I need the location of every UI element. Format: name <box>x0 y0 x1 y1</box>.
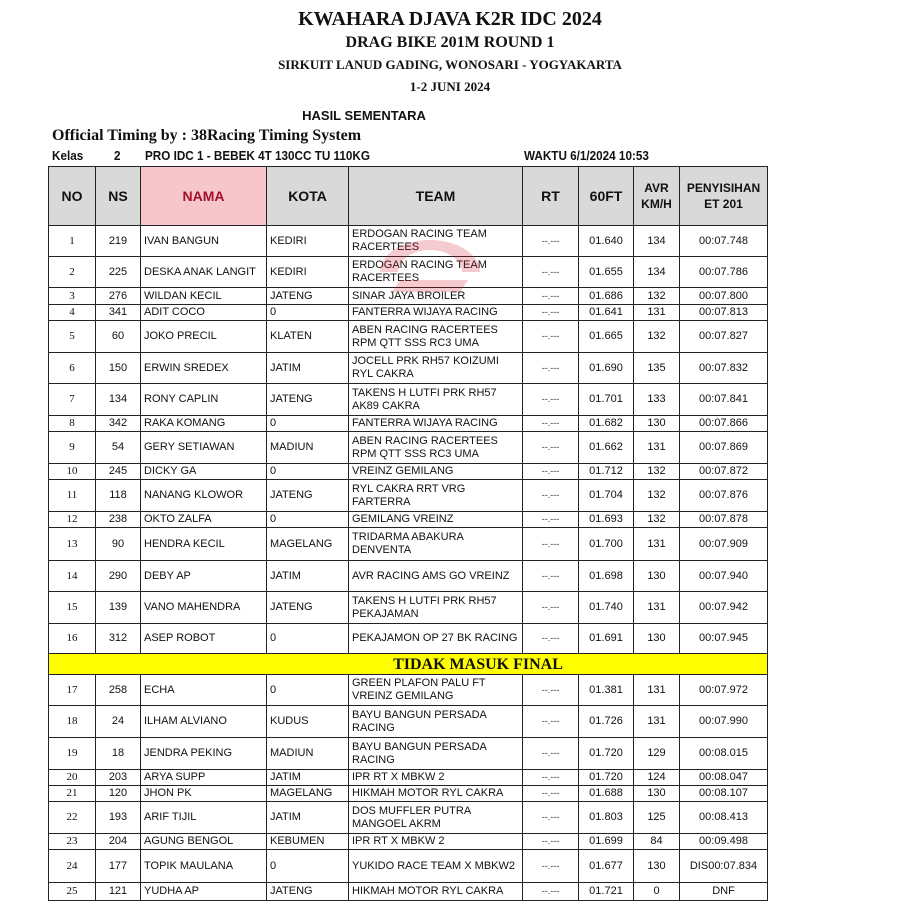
timestamp: WAKTU 6/1/2024 10:53 <box>524 148 649 163</box>
cell-et: 00:08.107 <box>680 786 768 802</box>
cell-60ft: 01.700 <box>579 528 634 561</box>
cell-et: DNF <box>680 883 768 901</box>
cell-avr: 132 <box>634 321 680 353</box>
cell-team: BAYU BANGUN PERSADA RACING <box>349 738 523 770</box>
cell-kota: JATENG <box>267 288 349 305</box>
cell-nama: WILDAN KECIL <box>141 288 267 305</box>
cell-rt: --.--- <box>523 850 579 883</box>
table-row <box>49 353 768 384</box>
cell-no: 7 <box>49 384 96 416</box>
cell-60ft: 01.704 <box>579 480 634 512</box>
cell-kota: JATENG <box>267 592 349 624</box>
cell-avr: 124 <box>634 770 680 786</box>
cell-team: TAKENS H LUTFI PRK RH57 PEKAJAMAN <box>349 592 523 624</box>
non-final-band-cell <box>49 654 768 675</box>
cell-kota: JATIM <box>267 353 349 384</box>
table-row <box>49 592 768 624</box>
cell-ns: 258 <box>96 675 141 706</box>
table-row <box>49 257 768 288</box>
cell-rt: --.--- <box>523 288 579 305</box>
cell-avr: 131 <box>634 592 680 624</box>
cell-et: 00:07.940 <box>680 561 768 592</box>
cell-kota: 0 <box>267 675 349 706</box>
cell-team: GREEN PLAFON PALU FT VREINZ GEMILANG <box>349 675 523 706</box>
cell-kota: KLATEN <box>267 321 349 353</box>
cell-et: 00:07.786 <box>680 257 768 288</box>
cell-avr: 135 <box>634 353 680 384</box>
cell-avr: 125 <box>634 802 680 834</box>
cell-kota: MAGELANG <box>267 528 349 561</box>
cell-60ft: 01.641 <box>579 305 634 321</box>
cell-no: 9 <box>49 432 96 464</box>
cell-avr: 132 <box>634 512 680 528</box>
cell-ns: 193 <box>96 802 141 834</box>
cell-ns: 276 <box>96 288 141 305</box>
table-row <box>49 226 768 257</box>
cell-kota: JATIM <box>267 802 349 834</box>
cell-no: 3 <box>49 288 96 305</box>
cell-kota: KUDUS <box>267 706 349 738</box>
cell-avr: 131 <box>634 528 680 561</box>
cell-rt: --.--- <box>523 257 579 288</box>
cell-avr: 130 <box>634 850 680 883</box>
cell-nama: ADIT COCO <box>141 305 267 321</box>
cell-no: 6 <box>49 353 96 384</box>
cell-team: FANTERRA WIJAYA RACING <box>349 416 523 432</box>
cell-avr: 130 <box>634 416 680 432</box>
table-row <box>49 738 768 770</box>
cell-no: 12 <box>49 512 96 528</box>
cell-60ft: 01.682 <box>579 416 634 432</box>
table-row <box>49 770 768 786</box>
cell-no: 20 <box>49 770 96 786</box>
cell-rt: --.--- <box>523 561 579 592</box>
cell-nama: DICKY GA <box>141 464 267 480</box>
cell-nama: ARYA SUPP <box>141 770 267 786</box>
cell-60ft: 01.720 <box>579 738 634 770</box>
cell-no: 8 <box>49 416 96 432</box>
cell-team: IPR RT X MBKW 2 <box>349 770 523 786</box>
cell-no: 16 <box>49 624 96 654</box>
cell-nama: TOPIK MAULANA <box>141 850 267 883</box>
cell-60ft: 01.690 <box>579 353 634 384</box>
cell-avr: 131 <box>634 305 680 321</box>
table-row <box>49 624 768 654</box>
cell-nama: ASEP ROBOT <box>141 624 267 654</box>
cell-kota: 0 <box>267 850 349 883</box>
cell-et: 00:07.990 <box>680 706 768 738</box>
cell-60ft: 01.662 <box>579 432 634 464</box>
table-row <box>49 288 768 305</box>
cell-60ft: 01.726 <box>579 706 634 738</box>
cell-team: PEKAJAMON OP 27 BK RACING <box>349 624 523 654</box>
cell-team: RYL CAKRA RRT VRG FARTERRA <box>349 480 523 512</box>
cell-rt: --.--- <box>523 480 579 512</box>
cell-et: 00:07.942 <box>680 592 768 624</box>
cell-no: 5 <box>49 321 96 353</box>
cell-et: 00:07.872 <box>680 464 768 480</box>
cell-kota: KEDIRI <box>267 226 349 257</box>
cell-rt: --.--- <box>523 512 579 528</box>
table-row <box>49 802 768 834</box>
result-status: HASIL SEMENTARA <box>302 108 426 123</box>
col-header-kota: KOTA <box>267 167 349 226</box>
cell-rt: --.--- <box>523 834 579 850</box>
cell-team: IPR RT X MBKW 2 <box>349 834 523 850</box>
table-row <box>49 675 768 706</box>
cell-team: HIKMAH MOTOR RYL CAKRA <box>349 883 523 901</box>
table-row <box>49 512 768 528</box>
cell-no: 23 <box>49 834 96 850</box>
cell-avr: 0 <box>634 883 680 901</box>
cell-rt: --.--- <box>523 226 579 257</box>
cell-kota: KEBUMEN <box>267 834 349 850</box>
cell-team: ABEN RACING RACERTEES RPM QTT SSS RC3 UMA <box>349 321 523 353</box>
cell-nama: ERWIN SREDEX <box>141 353 267 384</box>
cell-rt: --.--- <box>523 706 579 738</box>
cell-60ft: 01.701 <box>579 384 634 416</box>
cell-nama: OKTO ZALFA <box>141 512 267 528</box>
cell-ns: 312 <box>96 624 141 654</box>
cell-avr: 130 <box>634 786 680 802</box>
cell-ns: 18 <box>96 738 141 770</box>
event-subtitle: DRAG BIKE 201M ROUND 1 <box>345 34 555 51</box>
cell-kota: KEDIRI <box>267 257 349 288</box>
cell-no: 17 <box>49 675 96 706</box>
col-header-rt: RT <box>523 167 579 226</box>
cell-avr: 84 <box>634 834 680 850</box>
cell-nama: AGUNG BENGOL <box>141 834 267 850</box>
cell-rt: --.--- <box>523 464 579 480</box>
cell-no: 15 <box>49 592 96 624</box>
cell-no: 1 <box>49 226 96 257</box>
cell-ns: 134 <box>96 384 141 416</box>
cell-ns: 238 <box>96 512 141 528</box>
results-table <box>48 166 768 901</box>
cell-team: ABEN RACING RACERTEES RPM QTT SSS RC3 UMA <box>349 432 523 464</box>
cell-nama: DESKA ANAK LANGIT <box>141 257 267 288</box>
cell-nama: ECHA <box>141 675 267 706</box>
table-row <box>49 706 768 738</box>
cell-et: 00:07.866 <box>680 416 768 432</box>
cell-nama: RAKA KOMANG <box>141 416 267 432</box>
table-row <box>49 432 768 464</box>
table-row <box>49 305 768 321</box>
table-row <box>49 464 768 480</box>
cell-nama: ARIF TIJIL <box>141 802 267 834</box>
cell-rt: --.--- <box>523 786 579 802</box>
cell-60ft: 01.720 <box>579 770 634 786</box>
cell-avr: 129 <box>634 738 680 770</box>
cell-et: 00:07.841 <box>680 384 768 416</box>
cell-ns: 290 <box>96 561 141 592</box>
col-header-penyisihan <box>680 167 768 226</box>
cell-60ft: 01.698 <box>579 561 634 592</box>
cell-rt: --.--- <box>523 305 579 321</box>
cell-ns: 139 <box>96 592 141 624</box>
cell-et: 00:07.945 <box>680 624 768 654</box>
cell-nama: VANO MAHENDRA <box>141 592 267 624</box>
cell-avr: 132 <box>634 288 680 305</box>
cell-et: 00:07.800 <box>680 288 768 305</box>
cell-avr: 132 <box>634 464 680 480</box>
cell-avr: 133 <box>634 384 680 416</box>
cell-60ft: 01.712 <box>579 464 634 480</box>
cell-team: VREINZ GEMILANG <box>349 464 523 480</box>
cell-kota: MADIUN <box>267 738 349 770</box>
cell-nama: JOKO PRECIL <box>141 321 267 353</box>
cell-et: 00:07.869 <box>680 432 768 464</box>
cell-kota: JATENG <box>267 883 349 901</box>
cell-nama: GERY SETIAWAN <box>141 432 267 464</box>
cell-avr: 131 <box>634 675 680 706</box>
non-final-band <box>49 654 768 675</box>
cell-ns: 177 <box>96 850 141 883</box>
cell-60ft: 01.381 <box>579 675 634 706</box>
cell-team: HIKMAH MOTOR RYL CAKRA <box>349 786 523 802</box>
cell-kota: 0 <box>267 624 349 654</box>
cell-rt: --.--- <box>523 321 579 353</box>
cell-team: SINAR JAYA BROILER <box>349 288 523 305</box>
cell-rt: --.--- <box>523 802 579 834</box>
cell-team: BAYU BANGUN PERSADA RACING <box>349 706 523 738</box>
col-header-pen-line2: ET 201 <box>704 197 743 211</box>
table-row <box>49 528 768 561</box>
table-row <box>49 384 768 416</box>
cell-et: 00:07.972 <box>680 675 768 706</box>
cell-no: 10 <box>49 464 96 480</box>
cell-rt: --.--- <box>523 883 579 901</box>
cell-ns: 150 <box>96 353 141 384</box>
finalists-body <box>49 226 768 654</box>
cell-rt: --.--- <box>523 624 579 654</box>
cell-no: 11 <box>49 480 96 512</box>
cell-kota: JATIM <box>267 561 349 592</box>
cell-60ft: 01.677 <box>579 850 634 883</box>
cell-rt: --.--- <box>523 528 579 561</box>
cell-nama: YUDHA AP <box>141 883 267 901</box>
band-body <box>49 654 768 675</box>
cell-et: 00:08.047 <box>680 770 768 786</box>
col-header-no: NO <box>49 167 96 226</box>
table-row <box>49 480 768 512</box>
cell-kota: JATENG <box>267 480 349 512</box>
cell-60ft: 01.740 <box>579 592 634 624</box>
cell-team: AVR RACING AMS GO VREINZ <box>349 561 523 592</box>
col-header-60ft: 60FT <box>579 167 634 226</box>
cell-kota: 0 <box>267 305 349 321</box>
table-row <box>49 883 768 901</box>
cell-nama: RONY CAPLIN <box>141 384 267 416</box>
cell-et: 00:07.748 <box>680 226 768 257</box>
cell-nama: HENDRA KECIL <box>141 528 267 561</box>
cell-60ft: 01.721 <box>579 883 634 901</box>
cell-ns: 121 <box>96 883 141 901</box>
cell-nama: IVAN BANGUN <box>141 226 267 257</box>
cell-no: 4 <box>49 305 96 321</box>
event-title: KWAHARA DJAVA K2R IDC 2024 <box>298 8 602 30</box>
cell-et: 00:08.015 <box>680 738 768 770</box>
cell-nama: JHON PK <box>141 786 267 802</box>
cell-team: ERDOGAN RACING TEAM RACERTEES <box>349 226 523 257</box>
cell-ns: 203 <box>96 770 141 786</box>
table-row <box>49 850 768 883</box>
cell-no: 18 <box>49 706 96 738</box>
cell-60ft: 01.803 <box>579 802 634 834</box>
cell-rt: --.--- <box>523 416 579 432</box>
cell-60ft: 01.693 <box>579 512 634 528</box>
cell-60ft: 01.686 <box>579 288 634 305</box>
cell-no: 19 <box>49 738 96 770</box>
cell-no: 25 <box>49 883 96 901</box>
cell-ns: 341 <box>96 305 141 321</box>
cell-kota: 0 <box>267 512 349 528</box>
cell-60ft: 01.655 <box>579 257 634 288</box>
cell-kota: JATENG <box>267 384 349 416</box>
cell-ns: 54 <box>96 432 141 464</box>
table-row <box>49 561 768 592</box>
non-final-label: TIDAK MASUK FINAL <box>393 655 563 673</box>
cell-rt: --.--- <box>523 432 579 464</box>
cell-et: 00:07.909 <box>680 528 768 561</box>
cell-ns: 219 <box>96 226 141 257</box>
timing-credit: Official Timing by : 38Racing Timing System <box>52 127 362 144</box>
cell-60ft: 01.688 <box>579 786 634 802</box>
table-row <box>49 786 768 802</box>
cell-no: 21 <box>49 786 96 802</box>
cell-ns: 120 <box>96 786 141 802</box>
cell-no: 2 <box>49 257 96 288</box>
table-row <box>49 321 768 353</box>
class-name: PRO IDC 1 - BEBEK 4T 130CC TU 110KG <box>145 148 370 163</box>
cell-et: 00:08.413 <box>680 802 768 834</box>
col-header-avr-line2: KM/H <box>641 197 672 211</box>
cell-team: TRIDARMA ABAKURA DENVENTA <box>349 528 523 561</box>
cell-rt: --.--- <box>523 384 579 416</box>
col-header-ns: NS <box>96 167 141 226</box>
cell-60ft: 01.665 <box>579 321 634 353</box>
table-header-row <box>49 167 768 226</box>
cell-no: 22 <box>49 802 96 834</box>
cell-team: ERDOGAN RACING TEAM RACERTEES <box>349 257 523 288</box>
cell-60ft: 01.699 <box>579 834 634 850</box>
non-finalists-body <box>49 675 768 901</box>
cell-no: 14 <box>49 561 96 592</box>
cell-avr: 131 <box>634 432 680 464</box>
cell-ns: 225 <box>96 257 141 288</box>
cell-avr: 131 <box>634 706 680 738</box>
cell-60ft: 01.640 <box>579 226 634 257</box>
cell-et: 00:07.876 <box>680 480 768 512</box>
cell-team: JOCELL PRK RH57 KOIZUMI RYL CAKRA <box>349 353 523 384</box>
cell-ns: 60 <box>96 321 141 353</box>
cell-team: GEMILANG VREINZ <box>349 512 523 528</box>
cell-team: FANTERRA WIJAYA RACING <box>349 305 523 321</box>
cell-kota: MAGELANG <box>267 786 349 802</box>
cell-et: DIS00:07.834 <box>680 850 768 883</box>
cell-et: 00:07.827 <box>680 321 768 353</box>
cell-kota: JATIM <box>267 770 349 786</box>
cell-team: TAKENS H LUTFI PRK RH57 AK89 CAKRA <box>349 384 523 416</box>
cell-avr: 134 <box>634 257 680 288</box>
cell-kota: MADIUN <box>267 432 349 464</box>
class-label: Kelas <box>52 148 84 163</box>
cell-et: 00:07.832 <box>680 353 768 384</box>
col-header-avr <box>634 167 680 226</box>
col-header-team: TEAM <box>349 167 523 226</box>
cell-nama: ILHAM ALVIANO <box>141 706 267 738</box>
cell-rt: --.--- <box>523 770 579 786</box>
cell-team: YUKIDO RACE TEAM X MBKW2 <box>349 850 523 883</box>
cell-et: 00:07.813 <box>680 305 768 321</box>
event-venue: SIRKUIT LANUD GADING, WONOSARI - YOGYAKARTA <box>278 57 622 72</box>
cell-ns: 118 <box>96 480 141 512</box>
cell-rt: --.--- <box>523 592 579 624</box>
class-number: 2 <box>114 148 121 163</box>
col-header-avr-line1: AVR <box>644 181 669 195</box>
col-header-nama: NAMA <box>141 167 267 226</box>
cell-et: 00:07.878 <box>680 512 768 528</box>
table-row <box>49 834 768 850</box>
event-date: 1-2 JUNI 2024 <box>409 79 491 94</box>
cell-ns: 204 <box>96 834 141 850</box>
cell-rt: --.--- <box>523 353 579 384</box>
class-info-row <box>52 148 772 164</box>
cell-ns: 24 <box>96 706 141 738</box>
cell-avr: 130 <box>634 624 680 654</box>
cell-kota: 0 <box>267 464 349 480</box>
cell-rt: --.--- <box>523 675 579 706</box>
cell-kota: 0 <box>267 416 349 432</box>
cell-no: 24 <box>49 850 96 883</box>
cell-rt: --.--- <box>523 738 579 770</box>
cell-no: 13 <box>49 528 96 561</box>
cell-60ft: 01.691 <box>579 624 634 654</box>
cell-avr: 130 <box>634 561 680 592</box>
cell-ns: 90 <box>96 528 141 561</box>
cell-ns: 245 <box>96 464 141 480</box>
cell-nama: NANANG KLOWOR <box>141 480 267 512</box>
table-row <box>49 416 768 432</box>
cell-et: 00:09.498 <box>680 834 768 850</box>
cell-avr: 132 <box>634 480 680 512</box>
cell-nama: DEBY AP <box>141 561 267 592</box>
cell-team: DOS MUFFLER PUTRA MANGOEL AKRM <box>349 802 523 834</box>
col-header-pen-line1: PENYISIHAN <box>686 181 761 195</box>
cell-avr: 134 <box>634 226 680 257</box>
cell-ns: 342 <box>96 416 141 432</box>
cell-nama: JENDRA PEKING <box>141 738 267 770</box>
